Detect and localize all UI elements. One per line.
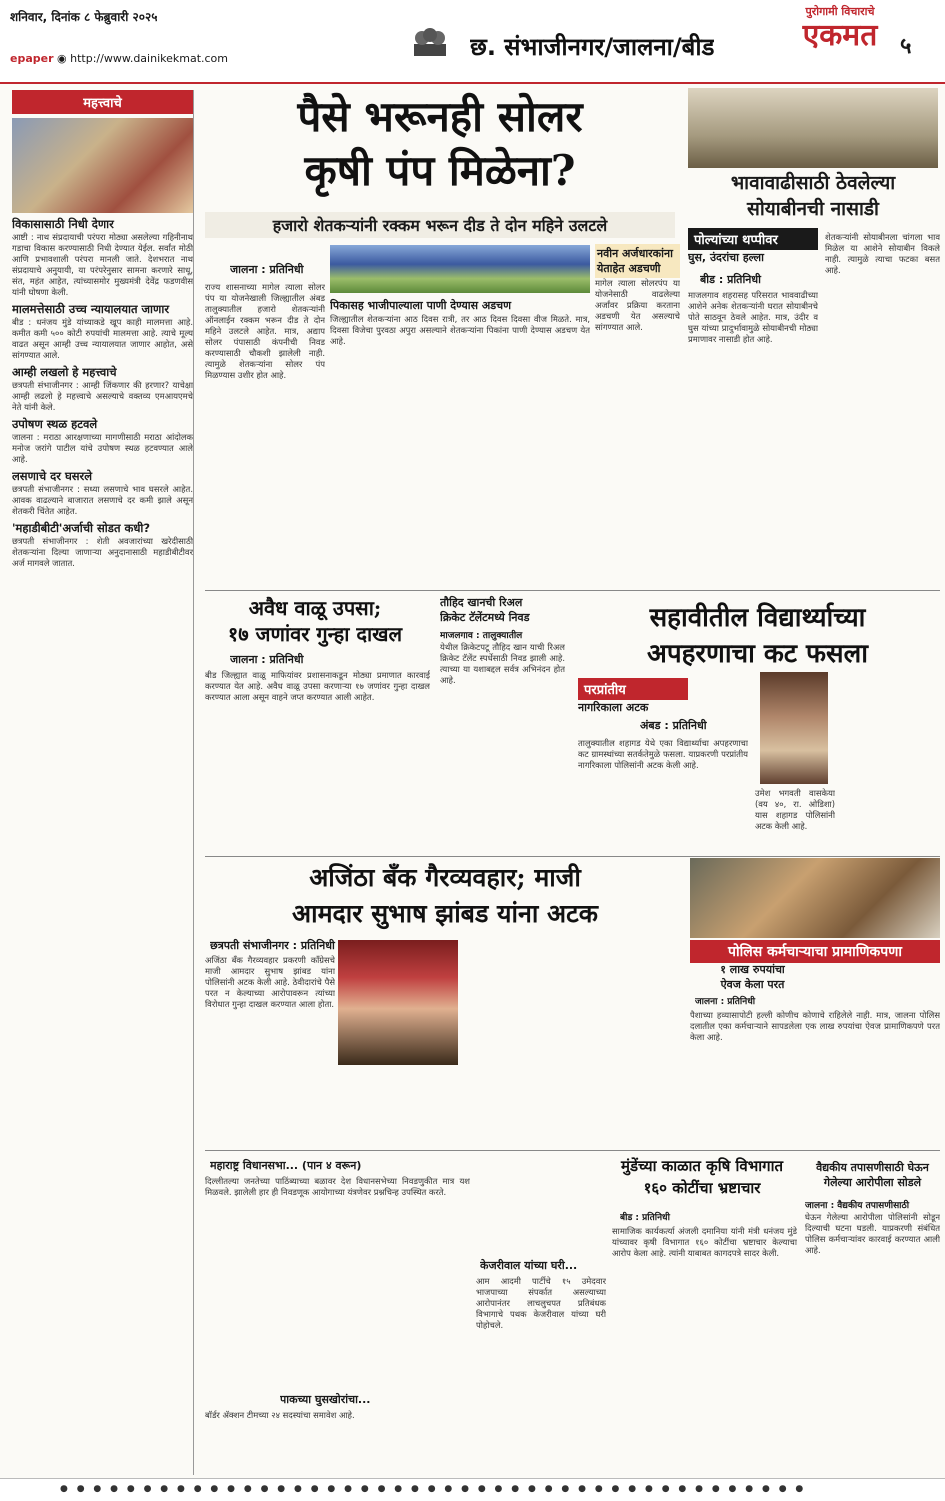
medical-headline-line2: गेलेल्या आरोपीला सोडले [823,1176,922,1189]
photo-caption-head: पिकासह भाजीपाल्याला पाणी देण्यास अडचण [330,299,512,312]
lead-dateline: जालना : प्रतिनिधी [230,263,304,276]
pak-headline: पाकच्या घुसखोरांचा... [280,1393,371,1406]
left-story [12,365,193,413]
left-column [12,90,194,1475]
sand-body: बीड जिल्ह्यात वाळू माफियांवर प्रशासनाकडून मोठ्या प्रमाणात कारवाई करण्यात येत आहे. अवैध वाळू उपसा करणाऱ्या १७ जणांवर गुन्हा दाखल करण्यात आला असून वाहने जप्त करण्यात आली आहेत. [205,670,430,702]
story-text: जालना : मराठा आरक्षणाच्या मागणीसाठी मराठा आंदोलक मनोज जरांगे पाटील यांचे उपोषण स्थळ हटवण्यात आले आहे. [12,432,193,464]
brand-logo [790,4,890,68]
side-head-line1: पोल्यांच्या थप्पीवर [688,228,818,250]
story-headline: 'महाडीबीटी'अर्जाची सोडत कधी? [12,521,151,535]
sand-headline [205,595,425,647]
story-text: छत्रपती संभाजीनगर : शेती अवजारांच्या खरेदीसाठी शेतकऱ्यांना दिल्या जाणाऱ्या अनुदानासाठी महाडीबीटीवर अर्ज मागवले जातात. [12,536,193,568]
brand-tagline: पुरोगामी विचाराचे [805,5,875,18]
cricket-dateline: माजलगाव : तालुक्यातील [440,631,523,641]
lead-subhead: हजारो शेतकऱ्यांनी रक्कम भरून दीड ते दोन महिने उलटले [205,212,675,238]
assembly-headline: महाराष्ट्र विधानसभा... (पान ४ वरून) [210,1159,362,1172]
masthead [0,0,945,84]
soybean-side-head [688,228,818,265]
story-list [12,217,193,569]
kejriwal-headline: केजरीवाल यांच्या घरी... [480,1259,578,1272]
sand-dateline: जालना : प्रतिनिधी [230,653,304,666]
edition-title: छ. संभाजीनगर/जालना/बीड [470,33,715,61]
cricket-headline-line2: क्रिकेट टॅलेंटमध्ये निवड [440,611,530,624]
lead-headline [205,90,675,198]
lead-headline-line2: कृषी पंप मिळेना? [304,146,576,195]
assembly-body: दिल्लीतल्या जनतेच्या पाठिंब्याच्या बळावर देश विधानसभेच्या निवडणुकीत मात्र यश मिळवले. झालेली हार ही निवडणूक आयोगाच्या यंत्रणेवर प्रश्नचिन्ह उपस्थित करते. [205,1176,470,1197]
story-text: आष्टी : नाथ संप्रदायाची परंपरा मोठ्या असलेल्या गहिनीनाथ गडाचा विकास करण्यासाठी निधी देण्यात येईल. सर्वांत मोठी आणि प्रभावशाली परंपरा मानली जाते. देशभरात नाथ संप्रदायाचे अनुयायी, या परंपरेनुसार सामना करणारे साधू, संत, महंत आहेत, त्यांच्यासमोर मुख्यमंत्री देवेंद्र फडणवीस यांनी घोषणा केली. [12,232,193,297]
sand-headline-line2: १७ जणांवर गुन्हा दाखल [227,622,403,646]
divider [205,856,940,857]
soybean-headline-line1: भावावाढीसाठी ठेवलेल्या [730,172,896,194]
page-number: ५ [900,34,912,59]
bank-body: अजिंठा बँक गैरव्यवहार प्रकरणी काँग्रेसचे माजी आमदार सुभाष झांबड यांना पोलिसांनी अटक केली आहे. ठेवीदारांचे पैसे परत न केल्याच्या आरोपावरून त्यांच्या विरोधात गुन्हा दाखल करण्यात आला होता. [205,955,335,1009]
globe-icon: ◉ [57,52,67,65]
brand-name: एकमत [802,18,878,53]
police-subhead-line1: १ लाख रुपयांचा [720,963,785,976]
police-photo [690,858,940,938]
epaper-link[interactable] [10,52,228,65]
soybean-body-2: शेतकऱ्यांनी सोयाबीनला चांगला भाव मिळेल या आशेने सोयाबीन विकले नाही. त्यामुळे त्याचा फटका बसत आहे. [825,232,940,275]
pak-body: बॉर्डर ॲक्शन टीमच्या २४ सदस्यांचा समावेश आहे. [205,1410,355,1420]
medical-dateline: जालना : वैद्यकीय तपासणीसाठी [805,1201,910,1211]
police-subhead-line2: ऐवज केला परत [720,978,785,991]
story-headline: विकासासाठी निधी देणार [12,217,114,231]
epaper-label: epaper [10,52,54,65]
soybean-body: माजलगाव शहरासह परिसरात भाववाढीच्या आशेने अनेक शेतकऱ्यांनी घरात सोयाबीनचे पोते साठवून ठेवले आहेत. मात्र, उंदीर व घुस यांच्या प्रादुर्भावामुळे सोयाबीनची मोठ्या प्रमाणावर नासाडी होत आहे. [688,290,818,344]
kejriwal-body: आम आदमी पार्टीचे १५ उमेदवार भाजपाच्या संपर्कात असल्याच्या आरोपानंतर लाचलुचपत प्रतिबंधक विभागाचे पथक केजरीवाल यांच्या घरी पोहोचले. [476,1276,606,1330]
lead-side-story [595,244,680,584]
story-text: छत्रपती संभाजीनगर : सध्या लसणाचे भाव घसरले आहेत. आवक वाढल्याने बाजारात लसणाचे दर कमी झाले असून शेतकरी चिंतेत आहेत. [12,484,193,516]
story-headline: लसणाचे दर घसरले [12,469,93,483]
cricket-headline-line1: तौहिद खानची रिअल [440,596,523,609]
agri-headline-line1: मुंडेंच्या काळात कृषि विभागात [620,1157,784,1175]
soybean-headline [688,170,938,222]
kidnap-photo-caption: उमेश भगवती वासकेया (वय ४०, रा. ओडिशा) यास शहागड पोलिसांनी अटक केली आहे. [755,788,835,831]
epaper-url[interactable]: http://www.dainikekmat.com [70,52,228,65]
tag-sub: नागरिकाला अटक [578,701,649,714]
kidnap-body: तालुक्यातील शहागड येथे एका विद्यार्थ्याचा अपहरणाचा कट ग्रामस्थांच्या सतर्कतेमुळे फसला. याप्रकरणी परप्रांतीय नागरिकाला पोलिसांनी अटक केली आहे. [578,738,748,770]
registration-marks-icon: ● ● ● ● ● ● ● ● ● ● ● ● ● ● ● ● ● ● ● ● ● ● ● ● ● ● ● ● ● ● ● ● ● ● ● ● ● ● ● ● ● ● ● ● ● [60,1484,807,1494]
medical-headline-line1: वैद्यकीय तपासणीसाठी घेऊन [816,1161,929,1174]
left-story [12,521,193,569]
kidnap-headline-line1: सहावीतील विद्यार्थ्याच्या [649,603,866,633]
side-text: मागेल त्याला सोलरपंप या योजनेसाठी वाढलेल्या अर्जांवर प्रक्रिया करताना अडचणी येत असल्याचे सांगण्यात आले. [595,278,680,332]
lead-headline-line1: पैसे भरूनही सोलर [297,92,583,141]
bank-dateline: छत्रपती संभाजीनगर : प्रतिनिधी [210,939,335,952]
medical-body: घेऊन गेलेल्या आरोपीला पोलिसांनी सोडून दिल्याची घटना घडली. याप्रकरणी संबंधित पोलिस कर्मचाऱ्यांवर कारवाई करण्यात आली आहे. [805,1212,940,1255]
photo-caption: जिल्ह्यातील शेतकऱ्यांना आठ दिवस रात्री, तर आठ दिवस दिवसा वीज मिळते. मात्र, दिवसा विजेचा पुरवठा अपुरा असल्याने शेतकऱ्यांना पिकांना पाणी देण्यास अडचण येत आहे. [330,314,590,346]
story-text: छत्रपती संभाजीनगर : आम्ही जिंकणार की हरणार? याचेक्षा आम्ही लढलो हे महत्त्वाचे असल्याचे वक्तव्य एमआयएमचे नेते यांनी केले. [12,380,193,412]
lion-emblem-icon [410,26,450,60]
left-story [12,302,193,361]
side-headline: नवीन अर्जधारकांना येताहेत अडचणी [595,244,680,278]
issue-date: शनिवार, दिनांक ८ फेब्रुवारी २०२५ [10,10,158,24]
police-headline: पोलिस कर्मचाऱ्याचा प्रामाणिकपणा [690,940,940,963]
left-story [12,417,193,465]
kidnap-headline [575,600,940,672]
soybean-headline-line2: सोयाबीनची नासाडी [747,198,879,220]
agri-dateline: बीड : प्रतिनिधी [620,1213,670,1223]
story-headline: आम्ही लखलो हे महत्त्वाचे [12,365,117,379]
agri-body: सामाजिक कार्यकर्त्या अंजली दमानिया यांनी मंत्री धनंजय मुंडे यांच्यावर कृषी विभागात १६० कोटींचा भ्रष्टाचार केल्याचा आरोप केला आहे. त्यांनी याबाबत कागदपत्रे सादर केली. [612,1226,797,1258]
agri-headline [612,1155,792,1199]
soybean-sacks-photo [688,88,938,168]
solar-panel-photo [330,245,590,293]
police-dateline: जालना : प्रतिनिधी [695,997,756,1007]
agri-headline-line2: १६० कोटींचा भ्रष्टाचार [643,1179,761,1197]
kidnap-headline-line2: अपहरणाचा कट फसला [646,639,868,669]
bank-headline-line1: अजिंठा बँक गैरव्यवहार; माजी [309,863,581,892]
story-text: बीड : धनंजय मुंडे यांच्याकडे खूप काही मालमत्ता आहे. कमीत कमी ५०० कोटी रुपयांची मालमत्ता आहे. त्याचे मूल्य वाढत असून आम्ही उच्च न्यायालयात जाणार आहोत, असे सांगण्यात आले. [12,317,193,360]
left-story [12,469,193,517]
police-subhead [690,962,815,992]
accused-photo [760,672,828,784]
section-title: महत्त्वाचे [12,90,193,114]
sand-headline-line1: अवैध वाळू उपसा; [248,596,382,620]
tag-head: परप्रांतीय [578,678,688,700]
side-head-line2: घुस, उंदरांचा हल्ला [688,251,764,264]
divider [205,1150,940,1151]
story-headline: मालमत्तेसाठी उच्च न्यायालयात जाणार [12,302,170,316]
news-photo [12,118,193,213]
divider [205,590,940,591]
left-story [12,217,193,298]
accused-leader-photo [338,940,458,1065]
bank-headline-line2: आमदार सुभाष झांबड यांना अटक [292,899,598,928]
police-body: पैशाच्या हव्यासापोटी हल्ली कोणीच कोणाचे राहिलेले नाही. मात्र, जालना पोलिस दलातील एका कर्मचाऱ्याने सापडलेला एक लाख रुपयांचा ऐवज प्रामाणिकपणे परत केला आहे. [690,1010,940,1042]
bank-headline [205,860,685,932]
story-headline: उपोषण स्थळ हटवले [12,417,98,431]
lead-body: राज्य शासनाच्या मागेल त्याला सोलर पंप या योजनेखाली जिल्ह्यातील अंबड तालुक्यातील हजारो शेतकऱ्यांनी ऑनलाईन रक्कम भरून दीड ते दोन महिने उलटले आहेत. मात्र, अद्याप सोलर पंपासाठी कंपनीची निवड करण्यासाठी चौकशी झालेली नाही. त्यामुळे शेतकऱ्यांना सोलर पंप मिळण्यास उशीर होत आहे. [205,282,325,380]
kidnap-tag [578,678,688,715]
cricket-body: येथील क्रिकेटपटू तौहिद खान याची रिअल क्रिकेट टॅलेंट स्पर्धेसाठी निवड झाली आहे. त्याच्या या यशाबद्दल सर्वत्र अभिनंदन होत आहे. [440,642,565,685]
cricket-headline [440,595,565,625]
soybean-dateline: बीड : प्रतिनिधी [700,273,762,286]
medical-headline [805,1160,940,1190]
kidnap-dateline: अंबड : प्रतिनिधी [640,719,707,732]
